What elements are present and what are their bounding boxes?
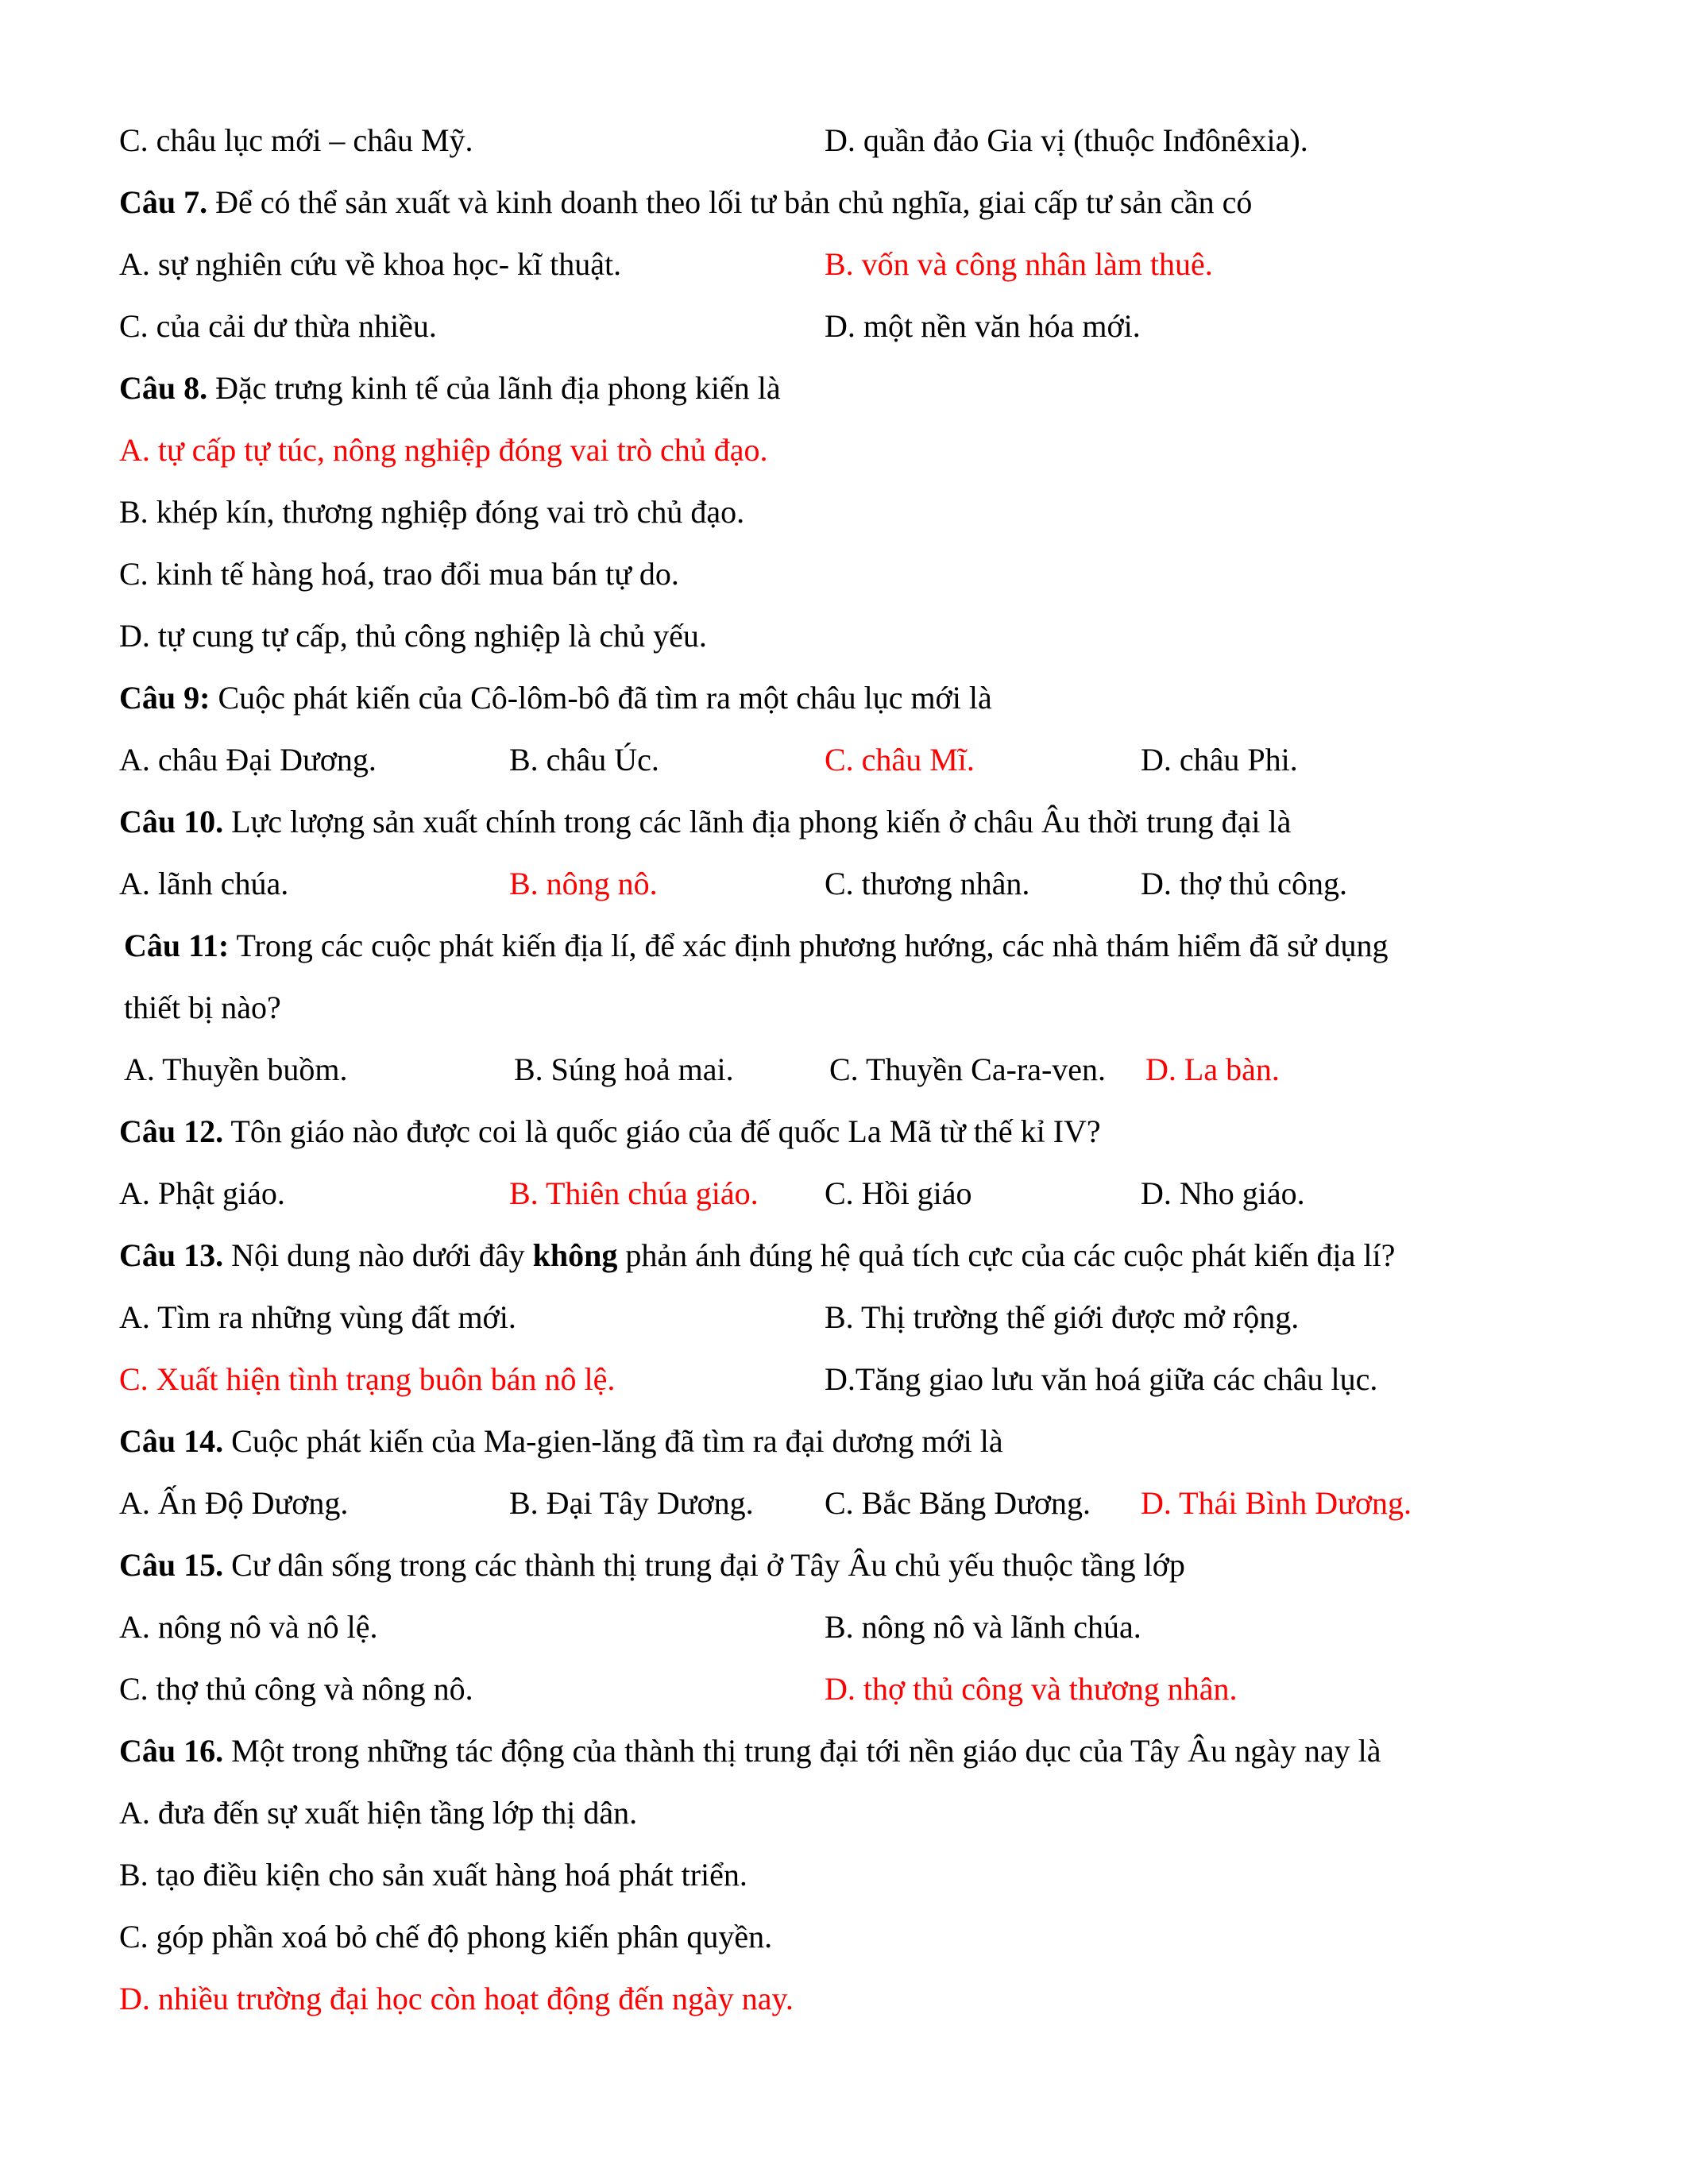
answer-options-row <box>119 736 1569 784</box>
answer-options-row <box>119 1665 1569 1713</box>
answer-options-row <box>119 1913 1569 1961</box>
answer-option: A. đưa đến sự xuất hiện tầng lớp thị dân. <box>119 1795 638 1831</box>
question-line <box>119 1108 1569 1156</box>
answer-option: B. nông nô và lãnh chúa. <box>825 1609 1141 1645</box>
question-number: Câu 15. <box>119 1547 224 1583</box>
question-text: Cuộc phát kiến của Cô-lôm-bô đã tìm ra một châu lục mới là <box>210 680 992 716</box>
question-emphasis: không <box>532 1237 618 1273</box>
answer-options-row <box>119 488 1569 536</box>
question-number: Câu 11: <box>124 928 230 963</box>
answer-option-correct: B. Thiên chúa giáo. <box>509 1175 759 1211</box>
question-text: phản ánh đúng hệ quả tích cực của các cuộc phát kiến địa lí? <box>617 1237 1396 1273</box>
answer-options-row <box>119 1356 1569 1403</box>
answer-option: A. châu Đại Dương. <box>119 742 377 778</box>
answer-options-row <box>119 1170 1569 1217</box>
answer-option: A. nông nô và nô lệ. <box>119 1609 378 1645</box>
question-line <box>119 1542 1569 1589</box>
question-line <box>124 922 1569 970</box>
answer-option: A. Ấn Độ Dương. <box>119 1485 349 1521</box>
answer-option-correct: D. thợ thủ công và thương nhân. <box>825 1671 1238 1707</box>
question-text: Trong các cuộc phát kiến địa lí, để xác định phương hướng, các nhà thám hiểm đã sử dụng <box>229 928 1389 963</box>
answer-option: D. tự cung tự cấp, thủ công nghiệp là chủ yếu. <box>119 618 707 654</box>
answer-option-correct: C. châu Mĩ. <box>825 742 975 778</box>
answer-option-correct: A. tự cấp tự túc, nông nghiệp đóng vai trò chủ đạo. <box>119 432 768 468</box>
question-line <box>119 179 1569 226</box>
answer-options-row <box>119 1294 1569 1341</box>
answer-option-correct: D. nhiều trường đại học còn hoạt động đến ngày nay. <box>119 1981 794 2016</box>
question-number: Câu 14. <box>119 1423 224 1459</box>
answer-option: C. góp phần xoá bỏ chế độ phong kiến phân quyền. <box>119 1919 773 1954</box>
question-number: Câu 9: <box>119 680 211 716</box>
answer-options-row <box>119 550 1569 598</box>
answer-option: C. thợ thủ công và nông nô. <box>119 1671 473 1707</box>
answer-option-correct: B. nông nô. <box>509 866 658 901</box>
question-number: Câu 7. <box>119 184 208 220</box>
answer-options-row <box>119 117 1569 164</box>
answer-option: B. châu Úc. <box>509 742 659 778</box>
answer-option: C. châu lục mới – châu Mỹ. <box>119 122 473 158</box>
question-number: Câu 13. <box>119 1237 224 1273</box>
question-line <box>119 1727 1569 1775</box>
answer-option: B. Đại Tây Dương. <box>509 1485 754 1521</box>
question-line <box>119 674 1569 722</box>
question-line <box>119 1418 1569 1465</box>
answer-option-correct: D. La bàn. <box>1145 1051 1280 1087</box>
question-line <box>119 798 1569 846</box>
answer-option-correct: D. Thái Bình Dương. <box>1141 1485 1412 1521</box>
question-continuation: thiết bị nào? <box>124 990 281 1025</box>
answer-option: A. Thuyền buồm. <box>124 1051 348 1087</box>
answer-option: C. kinh tế hàng hoá, trao đổi mua bán tự do. <box>119 556 679 592</box>
answer-option: B. khép kín, thương nghiệp đóng vai trò chủ đạo. <box>119 494 745 530</box>
answer-option-correct: C. Xuất hiện tình trạng buôn bán nô lệ. <box>119 1361 616 1397</box>
answer-option: C. của cải dư thừa nhiều. <box>119 308 437 344</box>
answer-option: C. thương nhân. <box>825 866 1030 901</box>
answer-options-row <box>119 1603 1569 1651</box>
answer-option: A. Phật giáo. <box>119 1175 285 1211</box>
answer-option: D. quần đảo Gia vị (thuộc Inđônêxia). <box>825 122 1308 158</box>
answer-option: D. Nho giáo. <box>1141 1175 1305 1211</box>
answer-option: D. một nền văn hóa mới. <box>825 308 1141 344</box>
answer-option: A. sự nghiên cứu về khoa học- kĩ thuật. <box>119 246 622 282</box>
answer-options-row <box>119 612 1569 660</box>
question-line <box>119 365 1569 412</box>
answer-options-row <box>119 860 1569 908</box>
question-number: Câu 8. <box>119 370 208 406</box>
answer-option: B. Súng hoả mai. <box>514 1051 734 1087</box>
answer-option-correct: B. vốn và công nhân làm thuê. <box>825 246 1213 282</box>
question-text: Lực lượng sản xuất chính trong các lãnh địa phong kiến ở châu Âu thời trung đại là <box>223 804 1292 839</box>
question-number: Câu 10. <box>119 804 224 839</box>
answer-options-row <box>119 426 1569 474</box>
question-text: Một trong những tác động của thành thị trung đại tới nền giáo dục của Tây Âu ngày nay là <box>223 1733 1381 1769</box>
question-number: Câu 16. <box>119 1733 224 1769</box>
answer-options-row <box>119 1789 1569 1837</box>
answer-option: D.Tăng giao lưu văn hoá giữa các châu lục. <box>825 1361 1378 1397</box>
question-text: Cuộc phát kiến của Ma-gien-lăng đã tìm ra đại dương mới là <box>223 1423 1003 1459</box>
question-text: Nội dung nào dưới đây <box>223 1237 533 1273</box>
answer-option: C. Bắc Băng Dương. <box>825 1485 1091 1521</box>
answer-options-row <box>119 1480 1569 1527</box>
answer-options-row <box>119 241 1569 288</box>
question-text: Để có thể sản xuất và kinh doanh theo lối tư bản chủ nghĩa, giai cấp tư sản cần có <box>207 184 1253 220</box>
answer-option: A. Tìm ra những vùng đất mới. <box>119 1299 516 1335</box>
answer-options-row <box>119 1851 1569 1899</box>
question-line <box>119 1232 1569 1279</box>
answer-option: C. Thuyền Ca-ra-ven. <box>829 1051 1107 1087</box>
question-text: Cư dân sống trong các thành thị trung đại ở Tây Âu chủ yếu thuộc tầng lớp <box>223 1547 1185 1583</box>
answer-options-row <box>124 1046 1569 1094</box>
question-text: Tôn giáo nào được coi là quốc giáo của đế quốc La Mã từ thế kỉ IV? <box>223 1113 1101 1149</box>
answer-option: C. Hồi giáo <box>825 1175 972 1211</box>
answer-option: A. lãnh chúa. <box>119 866 289 901</box>
question-number: Câu 12. <box>119 1113 224 1149</box>
answer-option: D. châu Phi. <box>1141 742 1298 778</box>
answer-option: B. Thị trường thế giới được mở rộng. <box>825 1299 1300 1335</box>
answer-option: B. tạo điều kiện cho sản xuất hàng hoá phát triển. <box>119 1857 747 1893</box>
answer-options-row <box>119 1975 1569 2023</box>
answer-options-row <box>119 303 1569 350</box>
answer-option: D. thợ thủ công. <box>1141 866 1348 901</box>
question-text: Đặc trưng kinh tế của lãnh địa phong kiến là <box>207 370 781 406</box>
